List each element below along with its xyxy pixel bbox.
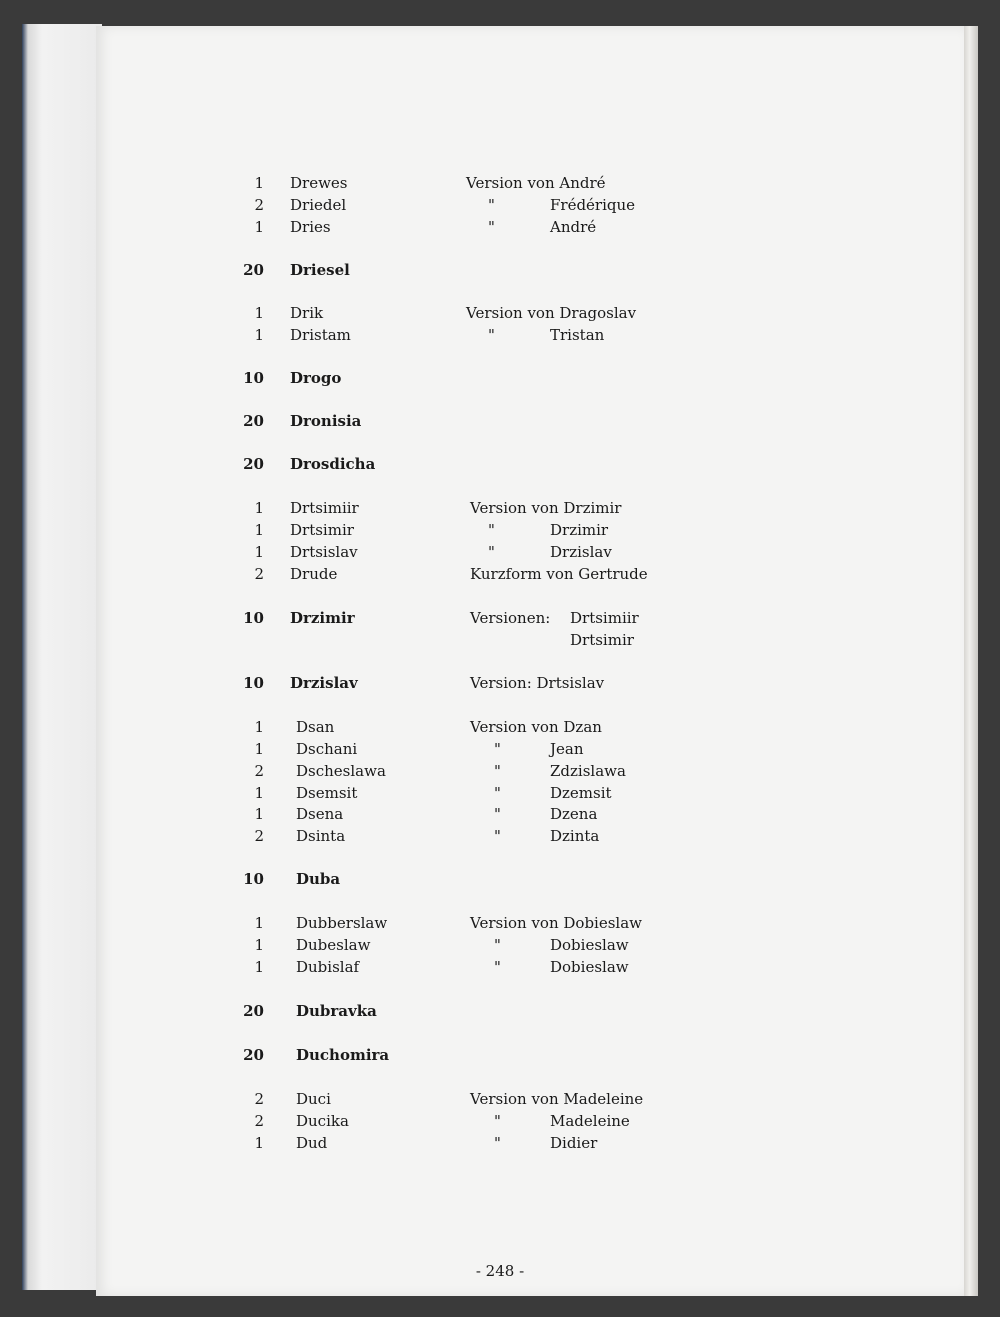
- entry-name: Dsena: [296, 805, 344, 823]
- entry-number: 1: [254, 784, 264, 802]
- entry-number: 10: [243, 609, 264, 627]
- entry-value: Tristan: [550, 326, 605, 344]
- entry-number: 20: [243, 1046, 264, 1064]
- ditto-mark: ": [488, 521, 495, 539]
- entry-name: Dud: [296, 1134, 328, 1152]
- entry-number: 20: [243, 455, 264, 473]
- entry-value: Dzena: [550, 805, 598, 823]
- entry-info: Version: Drtsislav: [470, 674, 605, 692]
- entry-value: Dobieslaw: [550, 958, 629, 976]
- entry-number: 10: [243, 870, 264, 888]
- entry-number: 1: [254, 499, 264, 517]
- ditto-mark: ": [494, 740, 501, 758]
- list-item: [0, 1112, 1000, 1134]
- entry-number: 1: [254, 174, 264, 192]
- list-item: [0, 196, 1000, 218]
- list-item-continuation: [0, 631, 1000, 653]
- entry-value: André: [550, 218, 597, 236]
- entry-name: Drtsimir: [290, 521, 354, 539]
- list-item: [0, 805, 1000, 827]
- list-item: [0, 958, 1000, 980]
- list-item: [0, 914, 1000, 936]
- entry-name: Duci: [296, 1090, 331, 1108]
- entry-value: Drzimir: [550, 521, 609, 539]
- entry-value: Zdzislawa: [550, 762, 626, 780]
- ditto-mark: ": [494, 936, 501, 954]
- list-item: [0, 218, 1000, 240]
- entry-number: 2: [254, 1112, 264, 1130]
- entry-name: Dsemsit: [296, 784, 358, 802]
- entry-number: 2: [254, 827, 264, 845]
- entry-number: 2: [254, 762, 264, 780]
- ditto-mark: ": [488, 218, 495, 236]
- entry-number: 2: [254, 196, 264, 214]
- entry-number: 10: [243, 674, 264, 692]
- entry-name: Dronisia: [290, 412, 362, 430]
- entry-name: Drosdicha: [290, 455, 376, 473]
- entry-info: Version von Dobieslaw: [470, 914, 643, 932]
- entry-value: Drtsimiir: [570, 609, 639, 627]
- list-item: [0, 543, 1000, 565]
- list-item: [0, 304, 1000, 326]
- ditto-mark: ": [494, 805, 501, 823]
- ditto-mark: ": [494, 762, 501, 780]
- list-item: [0, 936, 1000, 958]
- list-item: [0, 740, 1000, 762]
- list-item-heading: [0, 412, 1000, 434]
- entry-number: 1: [254, 740, 264, 758]
- entry-number: 1: [254, 521, 264, 539]
- entry-info: Version von Dzan: [470, 718, 602, 736]
- list-item: [0, 674, 1000, 696]
- entry-value: Jean: [550, 740, 584, 758]
- entry-name: Dubberslaw: [296, 914, 388, 932]
- entry-name: Drewes: [290, 174, 348, 192]
- entry-info: Version von Drzimir: [470, 499, 622, 517]
- list-item-heading: [0, 1002, 1000, 1024]
- entry-number: 1: [254, 1134, 264, 1152]
- entry-number: 1: [254, 914, 264, 932]
- entry-value: Madeleine: [550, 1112, 630, 1130]
- ditto-mark: ": [494, 784, 501, 802]
- entry-number: 1: [254, 218, 264, 236]
- list-item: [0, 784, 1000, 806]
- entry-name: Drogo: [290, 369, 342, 387]
- entry-value: Dobieslaw: [550, 936, 629, 954]
- entry-number: 2: [254, 1090, 264, 1108]
- entry-number: 1: [254, 543, 264, 561]
- ditto-mark: ": [488, 196, 495, 214]
- entry-name: Drzimir: [290, 609, 355, 627]
- entry-info: Version von Dragoslav: [466, 304, 637, 322]
- entry-value: Didier: [550, 1134, 598, 1152]
- list-item: [0, 718, 1000, 740]
- entry-name: Dristam: [290, 326, 351, 344]
- list-item-heading: [0, 1046, 1000, 1068]
- list-item: [0, 827, 1000, 849]
- entry-value: Dzemsit: [550, 784, 612, 802]
- entry-info: Kurzform von Gertrude: [470, 565, 648, 583]
- ditto-mark: ": [494, 827, 501, 845]
- entry-number: 1: [254, 958, 264, 976]
- entry-name: Dschani: [296, 740, 358, 758]
- ditto-mark: ": [494, 958, 501, 976]
- ditto-mark: ": [488, 326, 495, 344]
- entry-name: Duba: [296, 870, 341, 888]
- entry-name: Drtsimiir: [290, 499, 359, 517]
- ditto-mark: ": [488, 543, 495, 561]
- entry-number: 20: [243, 1002, 264, 1020]
- entry-number: 20: [243, 412, 264, 430]
- entry-number: 1: [254, 936, 264, 954]
- list-item: [0, 499, 1000, 521]
- entry-number: 2: [254, 565, 264, 583]
- list-item-heading: [0, 369, 1000, 391]
- entry-info: Version von André: [466, 174, 606, 192]
- list-item: [0, 762, 1000, 784]
- entry-name: Driesel: [290, 261, 350, 279]
- entry-value: Drtsimir: [570, 631, 634, 649]
- list-item: [0, 174, 1000, 196]
- list-item-heading: [0, 870, 1000, 892]
- ditto-mark: ": [494, 1134, 501, 1152]
- entry-name: Dubislaf: [296, 958, 360, 976]
- list-item: [0, 1090, 1000, 1112]
- entry-name: Dsinta: [296, 827, 346, 845]
- entry-number: 1: [254, 304, 264, 322]
- entry-name: Driedel: [290, 196, 347, 214]
- list-item: [0, 326, 1000, 348]
- list-item: [0, 565, 1000, 587]
- entry-name: Dries: [290, 218, 331, 236]
- entry-name: Drzislav: [290, 674, 358, 692]
- list-item-heading: [0, 261, 1000, 283]
- entry-name: Ducika: [296, 1112, 349, 1130]
- entry-label: Versionen:: [470, 609, 551, 627]
- entry-name: Drik: [290, 304, 324, 322]
- entry-name: Dubravka: [296, 1002, 377, 1020]
- list-item: [0, 1134, 1000, 1156]
- page-number: - 248 -: [475, 1262, 525, 1280]
- entry-name: Duchomira: [296, 1046, 390, 1064]
- entry-info: Version von Madeleine: [470, 1090, 644, 1108]
- entry-number: 1: [254, 326, 264, 344]
- entry-number: 20: [243, 261, 264, 279]
- entry-name: Dscheslawa: [296, 762, 386, 780]
- list-item: [0, 521, 1000, 543]
- entry-name: Dsan: [296, 718, 335, 736]
- entry-value: Frédérique: [550, 196, 636, 214]
- ditto-mark: ": [494, 1112, 501, 1130]
- entry-name: Drtsislav: [290, 543, 358, 561]
- entry-number: 1: [254, 805, 264, 823]
- entry-name: Dubeslaw: [296, 936, 371, 954]
- entry-value: Dzinta: [550, 827, 600, 845]
- list-item: [0, 609, 1000, 631]
- entry-value: Drzislav: [550, 543, 612, 561]
- entry-number: 10: [243, 369, 264, 387]
- entry-number: 1: [254, 718, 264, 736]
- list-item-heading: [0, 455, 1000, 477]
- entry-name: Drude: [290, 565, 338, 583]
